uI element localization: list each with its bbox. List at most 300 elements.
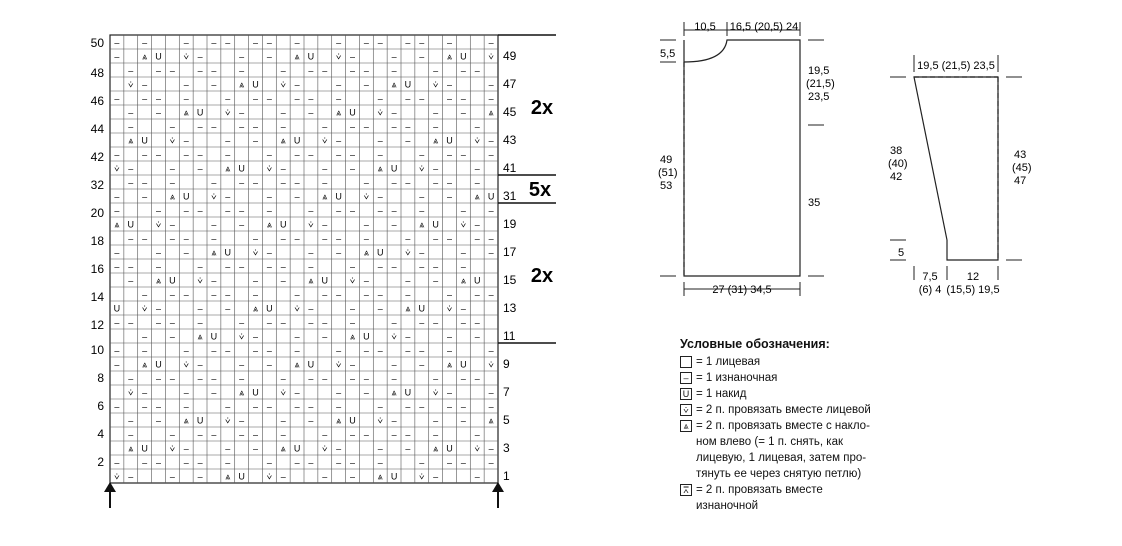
stitch-symbol: ⩒ bbox=[225, 107, 231, 118]
stitch-symbol: – bbox=[419, 457, 425, 468]
stitch-symbol: – bbox=[308, 415, 314, 426]
legend-text: = 1 накид bbox=[696, 388, 747, 400]
stitch-symbol: – bbox=[183, 93, 189, 104]
stitch-symbol: – bbox=[239, 177, 245, 188]
stitch-symbol: – bbox=[363, 177, 369, 188]
stitch-symbol: – bbox=[488, 443, 494, 454]
stitch-symbol: – bbox=[128, 107, 134, 118]
stitch-symbol: ⩓ bbox=[183, 415, 189, 426]
stitch-symbol: – bbox=[446, 233, 453, 244]
stitch-symbol: – bbox=[142, 79, 148, 90]
stitch-symbol: U bbox=[349, 415, 356, 426]
stitch-symbol: – bbox=[336, 79, 342, 90]
stitch-symbol: – bbox=[252, 289, 259, 300]
yarn-over-icon: U bbox=[680, 388, 692, 400]
stitch-symbol: ⩓ bbox=[294, 359, 300, 370]
stitch-symbol: ⩒ bbox=[266, 471, 273, 482]
stitch-symbol: – bbox=[114, 191, 120, 202]
stitch-symbol: – bbox=[114, 359, 120, 370]
stitch-symbol: – bbox=[280, 177, 286, 188]
stitch-symbol: – bbox=[322, 317, 328, 328]
stitch-symbol: ⩓ bbox=[225, 163, 231, 174]
stitch-symbol: ⩓ bbox=[128, 135, 134, 146]
stitch-symbol: – bbox=[474, 233, 480, 244]
stitch-symbol: U bbox=[321, 275, 329, 286]
stitch-symbol: – bbox=[488, 135, 494, 146]
row-label-left: 4 bbox=[97, 427, 104, 441]
stitch-chart-grid bbox=[110, 35, 498, 483]
stitch-symbol: – bbox=[225, 93, 231, 104]
stitch-symbol: – bbox=[322, 177, 328, 188]
stitch-symbol: – bbox=[266, 149, 272, 160]
row-label-right: 7 bbox=[503, 385, 510, 399]
row-label-left: 14 bbox=[90, 290, 104, 304]
stitch-symbol: – bbox=[114, 37, 120, 48]
stitch-symbol: – bbox=[377, 205, 383, 216]
stitch-symbol: – bbox=[142, 401, 148, 412]
stitch-symbol: – bbox=[239, 261, 245, 272]
stitch-symbol: ⩒ bbox=[377, 107, 383, 118]
stitch-symbol: – bbox=[211, 289, 217, 300]
stitch-symbol: – bbox=[308, 303, 314, 314]
row-label-left: 42 bbox=[90, 150, 104, 164]
stitch-symbol: – bbox=[197, 303, 203, 314]
repeat-label-middle: 5x bbox=[528, 179, 552, 201]
stitch-symbol: – bbox=[280, 415, 286, 426]
stitch-symbol: – bbox=[488, 93, 494, 104]
stitch-symbol: ⩒ bbox=[405, 247, 411, 258]
stitch-symbol: – bbox=[169, 429, 175, 440]
stitch-symbol: – bbox=[114, 317, 120, 328]
stitch-symbol: – bbox=[114, 93, 120, 104]
stitch-symbol: – bbox=[336, 205, 342, 216]
row-label-left: 12 bbox=[90, 318, 104, 332]
stitch-symbol: – bbox=[460, 303, 466, 314]
stitch-symbol: U bbox=[252, 79, 259, 90]
stitch-symbol: U bbox=[196, 107, 204, 118]
stitch-symbol: – bbox=[308, 205, 314, 216]
stitch-symbol: ⩒ bbox=[474, 443, 480, 454]
stitch-symbol: U bbox=[376, 247, 384, 258]
stitch-symbol: – bbox=[225, 457, 231, 468]
stitch-symbol: – bbox=[197, 359, 203, 370]
stitch-symbol: – bbox=[266, 51, 272, 62]
stitch-symbol: – bbox=[433, 65, 439, 76]
stitch-symbol: – bbox=[294, 93, 300, 104]
row-label-right: 3 bbox=[503, 441, 510, 455]
stitch-symbol: – bbox=[294, 345, 300, 356]
stitch-symbol: ⩒ bbox=[335, 359, 342, 370]
stitch-symbol: – bbox=[114, 457, 120, 468]
stitch-symbol: – bbox=[114, 345, 120, 356]
stitch-symbol: U bbox=[390, 471, 398, 482]
stitch-symbol: – bbox=[322, 233, 328, 244]
row-labels-right bbox=[503, 49, 517, 483]
stitch-symbol: – bbox=[405, 345, 411, 356]
stitch-symbol: ⩒ bbox=[335, 51, 342, 62]
stitch-symbol: – bbox=[405, 177, 411, 188]
stitch-symbol: – bbox=[446, 401, 453, 412]
stitch-symbol: – bbox=[433, 373, 439, 384]
stitch-symbol: – bbox=[114, 149, 120, 160]
stitch-symbol: – bbox=[294, 149, 300, 160]
stitch-symbol: – bbox=[280, 429, 286, 440]
legend-text: = 1 изнаночная bbox=[696, 372, 778, 384]
stitch-symbol: – bbox=[460, 457, 466, 468]
stitch-symbol: – bbox=[128, 233, 134, 244]
stitch-symbol: – bbox=[460, 205, 466, 216]
legend-item bbox=[680, 418, 871, 482]
row-label-right: 1 bbox=[503, 469, 510, 483]
stitch-symbol: U bbox=[155, 51, 162, 62]
stitch-symbol: – bbox=[183, 443, 189, 454]
stitch-symbol: – bbox=[280, 107, 286, 118]
p2tog-icon: ⩞ bbox=[680, 484, 692, 496]
stitch-symbol: – bbox=[460, 415, 466, 426]
stitch-symbol: – bbox=[155, 415, 162, 426]
stitch-symbol: – bbox=[128, 415, 134, 426]
stitch-symbol: – bbox=[225, 135, 231, 146]
stitch-symbol: U bbox=[210, 331, 218, 342]
stitch-symbol: – bbox=[155, 261, 162, 272]
stitch-symbol: – bbox=[114, 51, 120, 62]
stitch-symbol: – bbox=[183, 233, 189, 244]
stitch-symbol: ⩓ bbox=[377, 471, 383, 482]
stitch-symbol: – bbox=[252, 401, 259, 412]
stitch-symbol: – bbox=[128, 317, 134, 328]
stitch-symbol: – bbox=[391, 205, 397, 216]
stitch-symbol: – bbox=[405, 401, 411, 412]
stitch-symbol: ⩓ bbox=[239, 79, 245, 90]
stitch-symbol: – bbox=[142, 177, 148, 188]
stitch-symbol: ⩒ bbox=[308, 219, 314, 230]
stitch-symbol: – bbox=[419, 261, 425, 272]
stitch-symbol: – bbox=[488, 345, 494, 356]
stitch-symbol: ⩒ bbox=[294, 303, 300, 314]
body-armhole-1: 19,5 bbox=[808, 65, 830, 77]
stitch-symbol: – bbox=[266, 317, 272, 328]
stitch-symbol: – bbox=[349, 261, 356, 272]
stitch-symbol: ⩓ bbox=[280, 135, 286, 146]
stitch-symbol: – bbox=[294, 331, 300, 342]
stitch-symbol: – bbox=[363, 219, 369, 230]
stitch-symbol: U bbox=[487, 191, 495, 202]
stitch-symbol: – bbox=[169, 373, 175, 384]
stitch-symbol: – bbox=[391, 317, 397, 328]
stitch-symbol: U bbox=[238, 471, 245, 482]
stitch-symbol: – bbox=[419, 317, 425, 328]
stitch-symbol: – bbox=[266, 191, 272, 202]
stitch-symbol: – bbox=[252, 121, 259, 132]
stitch-symbol: ⩓ bbox=[474, 191, 480, 202]
stitch-symbol: – bbox=[252, 37, 259, 48]
stitch-symbol: U bbox=[307, 359, 315, 370]
stitch-symbol: ⩓ bbox=[197, 331, 203, 342]
sleeve-bottom-right-1: 12 bbox=[966, 271, 980, 283]
legend-title: Условные обозначения: bbox=[680, 337, 830, 351]
stitch-symbol: – bbox=[336, 387, 342, 398]
stitch-symbol: – bbox=[280, 121, 286, 132]
stitch-symbol: ⩓ bbox=[225, 471, 231, 482]
stitch-symbol: – bbox=[377, 191, 383, 202]
stitch-symbol: – bbox=[405, 121, 411, 132]
stitch-symbol: – bbox=[405, 37, 411, 48]
stitch-symbol: – bbox=[128, 429, 134, 440]
stitch-symbol: – bbox=[225, 303, 231, 314]
stitch-symbol: – bbox=[349, 121, 356, 132]
stitch-symbol: – bbox=[391, 177, 397, 188]
stitch-symbol: – bbox=[280, 163, 286, 174]
stitch-symbol: – bbox=[349, 163, 356, 174]
stitch-symbol: – bbox=[419, 401, 425, 412]
stitch-symbol: – bbox=[155, 457, 162, 468]
stitch-symbol: – bbox=[419, 149, 425, 160]
stitch-symbol: – bbox=[211, 429, 217, 440]
stitch-symbol: – bbox=[183, 247, 189, 258]
stitch-symbol: – bbox=[239, 205, 245, 216]
stitch-symbol: – bbox=[114, 205, 120, 216]
stitch-symbol: – bbox=[155, 65, 162, 76]
stitch-symbol: – bbox=[349, 303, 356, 314]
stitch-symbol: ⩒ bbox=[363, 191, 370, 202]
row-label-left: 50 bbox=[90, 36, 104, 50]
stitch-symbol: – bbox=[169, 163, 175, 174]
stitch-symbol: – bbox=[405, 429, 411, 440]
body-schematic bbox=[658, 21, 835, 296]
stitch-symbol: – bbox=[169, 121, 175, 132]
stitch-symbol: – bbox=[142, 345, 148, 356]
stitch-symbol: – bbox=[336, 401, 342, 412]
stitch-symbol: U bbox=[266, 303, 273, 314]
start-arrows bbox=[104, 482, 504, 508]
stitch-symbol: – bbox=[460, 93, 466, 104]
stitch-symbol: – bbox=[433, 261, 439, 272]
stitch-symbol: U bbox=[127, 219, 135, 230]
stitch-symbol: – bbox=[294, 177, 300, 188]
stitch-symbol: – bbox=[349, 205, 356, 216]
stitch-symbol: – bbox=[419, 205, 425, 216]
stitch-symbol: – bbox=[474, 177, 480, 188]
stitch-symbol: U bbox=[252, 387, 259, 398]
stitch-symbol: – bbox=[363, 233, 369, 244]
stitch-symbol: – bbox=[128, 471, 134, 482]
row-label-left: 16 bbox=[90, 262, 104, 276]
stitch-symbol: – bbox=[377, 135, 383, 146]
stitch-symbol: – bbox=[280, 233, 286, 244]
stitch-symbol: – bbox=[488, 387, 494, 398]
stitch-symbol: – bbox=[419, 37, 425, 48]
stitch-symbol: – bbox=[128, 163, 134, 174]
stitch-symbol: – bbox=[169, 471, 175, 482]
stitch-symbol: – bbox=[433, 177, 439, 188]
stitch-symbol: – bbox=[114, 247, 120, 258]
stitch-symbol: – bbox=[294, 289, 300, 300]
stitch-symbol: – bbox=[183, 289, 189, 300]
stitch-symbol: ⩓ bbox=[446, 51, 453, 62]
stitch-symbol: – bbox=[239, 317, 245, 328]
stitch-symbol: – bbox=[197, 429, 203, 440]
stitch-symbol: – bbox=[239, 359, 245, 370]
stitch-symbol: U bbox=[182, 191, 190, 202]
stitch-symbol: – bbox=[377, 261, 383, 272]
legend-text: = 2 п. провязать вместе изнаночной bbox=[696, 484, 823, 512]
stitch-symbol: – bbox=[239, 65, 245, 76]
knit-icon bbox=[680, 356, 692, 368]
stitch-symbol: ⩓ bbox=[488, 415, 494, 426]
stitch-symbol: – bbox=[280, 373, 286, 384]
stitch-symbol: – bbox=[197, 317, 203, 328]
stitch-symbol: – bbox=[322, 429, 328, 440]
stitch-symbol: – bbox=[183, 401, 189, 412]
stitch-symbol: ⩒ bbox=[446, 303, 453, 314]
stitch-symbol: – bbox=[197, 205, 203, 216]
stitch-symbol: – bbox=[460, 149, 466, 160]
stitch-symbol: – bbox=[183, 387, 189, 398]
stitch-symbol: – bbox=[142, 93, 148, 104]
stitch-symbol: U bbox=[293, 135, 301, 146]
stitch-symbol: ⩒ bbox=[349, 275, 356, 286]
row-label-right: 47 bbox=[503, 77, 517, 91]
stitch-symbol: – bbox=[294, 457, 300, 468]
row-label-right: 19 bbox=[503, 217, 517, 231]
stitch-symbol: U bbox=[238, 163, 245, 174]
stitch-symbol: – bbox=[336, 443, 342, 454]
stitch-symbol: – bbox=[336, 289, 342, 300]
repeat-label-bottom: 2x bbox=[530, 265, 554, 287]
stitch-symbol: – bbox=[211, 79, 217, 90]
stitch-symbol: – bbox=[308, 373, 314, 384]
stitch-symbol: – bbox=[460, 261, 466, 272]
stitch-symbol: ⩓ bbox=[419, 219, 425, 230]
stitch-symbol: – bbox=[322, 471, 328, 482]
stitch-symbol: – bbox=[252, 443, 259, 454]
sleeve-schematic bbox=[888, 55, 1032, 296]
stitch-symbol: – bbox=[155, 247, 162, 258]
stitch-symbol: – bbox=[336, 149, 342, 160]
stitch-symbol: – bbox=[211, 345, 217, 356]
legend-item bbox=[680, 370, 871, 386]
repeat-label-top: 2x bbox=[530, 97, 554, 119]
stitch-symbol: – bbox=[183, 135, 189, 146]
stitch-symbol: – bbox=[142, 149, 148, 160]
stitch-symbol: – bbox=[239, 219, 245, 230]
legend-item bbox=[680, 402, 871, 418]
stitch-symbol: – bbox=[197, 163, 203, 174]
legend-text: = 1 лицевая bbox=[696, 356, 761, 368]
stitch-symbol: U bbox=[141, 135, 148, 146]
stitch-symbol: – bbox=[391, 107, 397, 118]
stitch-symbol: – bbox=[446, 331, 453, 342]
stitch-symbol: – bbox=[155, 93, 162, 104]
stitch-symbol: U bbox=[473, 275, 481, 286]
stitch-symbol: – bbox=[252, 429, 259, 440]
stitch-symbol: – bbox=[377, 345, 383, 356]
stitch-symbol: – bbox=[239, 415, 245, 426]
stitch-symbol: ⩓ bbox=[280, 443, 286, 454]
stitch-symbol: ⩒ bbox=[432, 387, 439, 398]
stitch-symbol: – bbox=[142, 331, 148, 342]
stitch-symbol: ⩓ bbox=[252, 303, 259, 314]
stitch-symbol: – bbox=[252, 275, 259, 286]
stitch-symbol: – bbox=[266, 457, 272, 468]
stitch-symbol: ⩒ bbox=[280, 387, 286, 398]
stitch-symbol: – bbox=[336, 457, 342, 468]
stitch-symbol: – bbox=[211, 37, 217, 48]
stitch-symbol: – bbox=[363, 289, 369, 300]
stitch-symbol: – bbox=[405, 275, 411, 286]
stitch-symbol: – bbox=[349, 359, 356, 370]
stitch-symbol: U bbox=[432, 219, 439, 230]
row-label-right: 31 bbox=[503, 189, 517, 203]
stitch-symbol: – bbox=[308, 107, 314, 118]
stitch-symbol: – bbox=[308, 149, 314, 160]
stitch-symbol: – bbox=[266, 205, 272, 216]
stitch-symbol: ⩒ bbox=[377, 415, 383, 426]
stitch-symbol: ⩒ bbox=[169, 135, 176, 146]
stitch-symbol: – bbox=[169, 331, 175, 342]
stitch-symbol: – bbox=[211, 219, 217, 230]
stitch-symbol: – bbox=[405, 135, 411, 146]
stitch-symbol: U bbox=[196, 415, 204, 426]
stitch-symbol: U bbox=[293, 443, 301, 454]
stitch-symbol: – bbox=[363, 275, 369, 286]
legend-text: = 2 п. провязать вместе с накло- ном влево (= 1 п. снять, как лицевую, 1 лицевая, затем про- тянуть ее через снятую петлю) bbox=[696, 420, 870, 480]
stitch-symbol: – bbox=[211, 373, 217, 384]
stitch-symbol: – bbox=[142, 233, 148, 244]
stitch-symbol: – bbox=[239, 429, 245, 440]
stitch-symbol: – bbox=[474, 289, 480, 300]
stitch-symbol: ⩒ bbox=[280, 79, 286, 90]
stitch-symbol: – bbox=[391, 261, 397, 272]
stitch-symbol: – bbox=[474, 219, 480, 230]
stitch-symbol: – bbox=[308, 317, 314, 328]
stitch-symbol: – bbox=[252, 331, 259, 342]
stitch-symbol: – bbox=[280, 471, 286, 482]
stitch-symbol: – bbox=[419, 191, 425, 202]
stitch-symbol: – bbox=[114, 401, 120, 412]
sleeve-right-2: (45) bbox=[1012, 162, 1032, 174]
stitch-symbol: – bbox=[405, 233, 411, 244]
stitch-symbol: ⩓ bbox=[142, 51, 148, 62]
stitch-symbol: ⩓ bbox=[211, 247, 217, 258]
stitch-symbol: U bbox=[460, 51, 467, 62]
legend-text: = 2 п. провязать вместе лицевой bbox=[696, 404, 871, 416]
stitch-symbol: – bbox=[142, 457, 148, 468]
stitch-symbol: – bbox=[225, 345, 231, 356]
stitch-symbol: – bbox=[239, 373, 245, 384]
stitch-symbol: ⩓ bbox=[446, 359, 453, 370]
stitch-symbol: – bbox=[363, 121, 369, 132]
stitch-symbol: – bbox=[446, 79, 453, 90]
stitch-symbol: – bbox=[294, 191, 300, 202]
stitch-symbol: ⩒ bbox=[141, 303, 148, 314]
stitch-symbol: – bbox=[363, 345, 369, 356]
row-label-left: 32 bbox=[90, 178, 104, 192]
stitch-symbol: – bbox=[266, 359, 272, 370]
stitch-symbol: – bbox=[322, 121, 328, 132]
stitch-symbol: – bbox=[433, 275, 439, 286]
stitch-symbol: – bbox=[419, 93, 425, 104]
stitch-symbol: ⩒ bbox=[432, 79, 439, 90]
stitch-symbol: – bbox=[252, 233, 259, 244]
stitch-symbol: – bbox=[336, 233, 342, 244]
stitch-symbol: – bbox=[128, 373, 134, 384]
stitch-symbol: – bbox=[446, 345, 453, 356]
stitch-symbol: – bbox=[460, 401, 466, 412]
stitch-symbol: – bbox=[349, 317, 356, 328]
stitch-symbol: – bbox=[128, 261, 134, 272]
stitch-symbol: – bbox=[460, 317, 466, 328]
